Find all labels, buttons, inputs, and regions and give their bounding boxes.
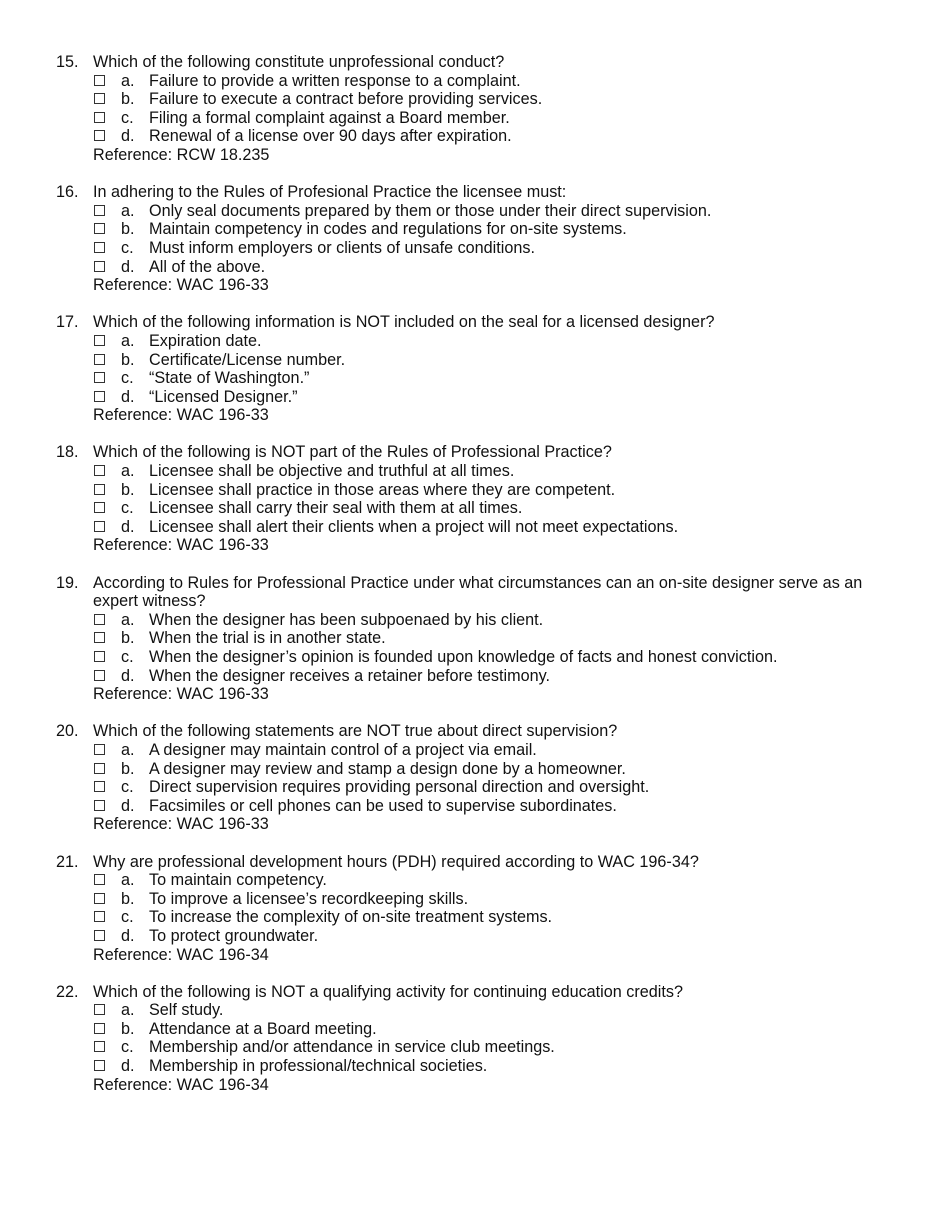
- option-letter: a.: [121, 201, 135, 220]
- option-text: Expiration date.: [149, 331, 262, 350]
- answer-checkbox[interactable]: [94, 614, 105, 625]
- answer-option: [0, 90, 950, 109]
- option-letter: c.: [121, 648, 134, 666]
- option-letter: d.: [121, 387, 135, 406]
- quiz-page: [0, 53, 950, 1113]
- question-header: [0, 53, 950, 72]
- answer-option: [0, 462, 950, 481]
- answer-option: [0, 1038, 950, 1057]
- answer-option: [0, 927, 950, 946]
- answer-option: [0, 611, 950, 630]
- answer-checkbox[interactable]: [94, 670, 105, 681]
- reference-line: Reference: WAC 196-33: [93, 685, 269, 704]
- question-text: Which of the following is NOT a qualifying activity for continuing education credits?: [93, 982, 683, 1001]
- option-text: Licensee shall practice in those areas where they are competent.: [149, 480, 616, 499]
- option-text: Membership and/or attendance in service club meetings.: [149, 1038, 555, 1057]
- answer-checkbox[interactable]: [94, 261, 105, 272]
- answer-checkbox[interactable]: [94, 521, 105, 532]
- answer-checkbox[interactable]: [94, 1023, 105, 1034]
- option-letter: a.: [121, 462, 135, 481]
- option-letter: d.: [121, 517, 135, 536]
- answer-options: [0, 72, 950, 146]
- option-text: Facsimiles or cell phones can be used to supervise subordinates.: [149, 796, 617, 815]
- question-number: 20.: [56, 722, 79, 741]
- answer-checkbox[interactable]: [94, 1060, 105, 1071]
- option-text: “Licensed Designer.”: [149, 387, 298, 406]
- answer-option: [0, 332, 950, 351]
- answer-option: [0, 127, 950, 146]
- answer-checkbox[interactable]: [94, 465, 105, 476]
- option-text: Licensee shall carry their seal with them at all times.: [149, 499, 523, 518]
- option-letter: d.: [121, 666, 135, 685]
- answer-option: [0, 797, 950, 816]
- question-header: [0, 443, 950, 462]
- option-text: A designer may review and stamp a design done by a homeowner.: [149, 759, 626, 778]
- reference-line: Reference: WAC 196-33: [93, 276, 269, 295]
- answer-option: [0, 481, 950, 500]
- question-item: [0, 983, 950, 1095]
- question-text: Why are professional development hours (PDH) required according to WAC 196-34?: [93, 852, 699, 871]
- answer-checkbox[interactable]: [94, 354, 105, 365]
- reference-line: Reference: WAC 196-33: [93, 815, 269, 834]
- option-letter: b.: [121, 350, 135, 369]
- question-text: Which of the following statements are NOT true about direct supervision?: [93, 722, 618, 741]
- reference-line: Reference: RCW 18.235: [93, 145, 270, 164]
- option-letter: c.: [121, 908, 134, 927]
- option-text: Self study.: [149, 1001, 224, 1020]
- option-text: “State of Washington.”: [149, 369, 310, 388]
- reference-line: Reference: WAC 196-33: [93, 536, 269, 555]
- option-letter: a.: [121, 610, 135, 629]
- option-text: Renewal of a license over 90 days after expiration.: [149, 127, 512, 146]
- question-text: In adhering to the Rules of Profesional Practice the licensee must:: [93, 183, 567, 202]
- option-letter: a.: [121, 71, 135, 90]
- question-header: [0, 983, 950, 1002]
- answer-checkbox[interactable]: [94, 911, 105, 922]
- option-text: To maintain competency.: [149, 871, 327, 890]
- question-text: According to Rules for Professional Practice under what circumstances can an on-site designer serve as an expert witness?: [93, 573, 863, 611]
- option-text: Maintain competency in codes and regulations for on-site systems.: [149, 220, 627, 239]
- answer-option: [0, 760, 950, 779]
- option-letter: c.: [121, 369, 134, 388]
- question-header: [0, 574, 950, 611]
- option-text: Filing a formal complaint against a Board member.: [149, 108, 510, 127]
- answer-options: [0, 871, 950, 945]
- question-item: [0, 722, 950, 834]
- answer-checkbox[interactable]: [94, 335, 105, 346]
- question-header: [0, 853, 950, 872]
- answer-options: [0, 1001, 950, 1075]
- answer-option: [0, 72, 950, 91]
- answer-option: [0, 741, 950, 760]
- question-item: [0, 443, 950, 555]
- answer-option: [0, 871, 950, 890]
- answer-checkbox[interactable]: [94, 484, 105, 495]
- option-letter: b.: [121, 759, 135, 778]
- question-item: [0, 313, 950, 425]
- answer-checkbox[interactable]: [94, 205, 105, 216]
- answer-options: [0, 332, 950, 406]
- answer-option: [0, 220, 950, 239]
- question-header: [0, 183, 950, 202]
- answer-option: [0, 202, 950, 221]
- option-letter: b.: [121, 889, 135, 908]
- question-number: 16.: [56, 183, 79, 202]
- answer-option: [0, 109, 950, 128]
- answer-checkbox[interactable]: [94, 93, 105, 104]
- option-text: Certificate/License number.: [149, 350, 346, 369]
- option-letter: c.: [121, 238, 134, 257]
- answer-checkbox[interactable]: [94, 763, 105, 774]
- answer-checkbox[interactable]: [94, 1041, 105, 1052]
- option-text: Licensee shall alert their clients when a project will not meet expectations.: [149, 517, 679, 536]
- answer-checkbox[interactable]: [94, 800, 105, 811]
- option-letter: c.: [121, 1038, 134, 1057]
- answer-option: [0, 1020, 950, 1039]
- answer-checkbox[interactable]: [94, 223, 105, 234]
- answer-option: [0, 499, 950, 518]
- option-text: Only seal documents prepared by them or those under their direct supervision.: [149, 201, 712, 220]
- option-text: Failure to provide a written response to a complaint.: [149, 71, 521, 90]
- question-item: [0, 853, 950, 965]
- answer-checkbox[interactable]: [94, 372, 105, 383]
- option-text: Membership in professional/technical societies.: [149, 1057, 488, 1076]
- question-number: 22.: [56, 982, 79, 1001]
- answer-options: [0, 611, 950, 685]
- question-text: Which of the following is NOT part of the Rules of Professional Practice?: [93, 443, 612, 462]
- option-text: All of the above.: [149, 257, 266, 276]
- option-letter: a.: [121, 331, 135, 350]
- option-text: Must inform employers or clients of unsafe conditions.: [149, 238, 535, 257]
- answer-option: [0, 908, 950, 927]
- question-number: 18.: [56, 443, 79, 462]
- option-letter: b.: [121, 90, 135, 109]
- answer-option: [0, 351, 950, 370]
- question-number: 15.: [56, 53, 79, 71]
- answer-option: [0, 1057, 950, 1076]
- option-letter: c.: [121, 108, 134, 127]
- option-text: When the trial is in another state.: [149, 629, 386, 648]
- answer-options: [0, 202, 950, 276]
- answer-checkbox[interactable]: [94, 874, 105, 885]
- question-number: 19.: [56, 573, 79, 592]
- option-text: A designer may maintain control of a project via email.: [149, 740, 537, 759]
- answer-checkbox[interactable]: [94, 781, 105, 792]
- answer-checkbox[interactable]: [94, 632, 105, 643]
- option-text: When the designer receives a retainer before testimony.: [149, 666, 550, 685]
- option-letter: d.: [121, 257, 135, 276]
- option-text: Failure to execute a contract before providing services.: [149, 90, 543, 109]
- answer-checkbox[interactable]: [94, 893, 105, 904]
- answer-option: [0, 667, 950, 686]
- question-item: [0, 183, 950, 295]
- answer-option: [0, 388, 950, 407]
- question-header: [0, 313, 950, 332]
- answer-checkbox[interactable]: [94, 391, 105, 402]
- option-letter: c.: [121, 778, 134, 797]
- answer-checkbox[interactable]: [94, 130, 105, 141]
- answer-checkbox[interactable]: [94, 112, 105, 123]
- option-letter: d.: [121, 926, 135, 945]
- option-letter: b.: [121, 629, 135, 648]
- option-letter: b.: [121, 1019, 135, 1038]
- reference-line: Reference: WAC 196-33: [93, 406, 269, 425]
- option-letter: a.: [121, 740, 135, 759]
- option-text: To improve a licensee’s recordkeeping skills.: [149, 889, 469, 908]
- option-letter: a.: [121, 871, 135, 890]
- option-letter: d.: [121, 796, 135, 815]
- answer-option: [0, 1001, 950, 1020]
- answer-options: [0, 741, 950, 815]
- answer-checkbox[interactable]: [94, 75, 105, 86]
- answer-option: [0, 369, 950, 388]
- answer-option: [0, 239, 950, 258]
- answer-checkbox[interactable]: [94, 930, 105, 941]
- answer-options: [0, 462, 950, 536]
- answer-checkbox[interactable]: [94, 502, 105, 513]
- option-text: Direct supervision requires providing personal direction and oversight.: [149, 778, 650, 797]
- option-text: Attendance at a Board meeting.: [149, 1019, 377, 1038]
- answer-option: [0, 778, 950, 797]
- reference-line: Reference: WAC 196-34: [93, 945, 269, 964]
- answer-option: [0, 648, 950, 667]
- answer-checkbox[interactable]: [94, 242, 105, 253]
- option-letter: d.: [121, 1057, 135, 1076]
- question-item: [0, 574, 950, 704]
- option-letter: c.: [121, 499, 134, 518]
- question-item: [0, 53, 950, 165]
- question-text: Which of the following information is NOT included on the seal for a licensed designer?: [93, 313, 715, 332]
- option-text: To increase the complexity of on-site treatment systems.: [149, 908, 553, 927]
- answer-option: [0, 518, 950, 537]
- question-number: 21.: [56, 852, 79, 871]
- answer-checkbox[interactable]: [94, 744, 105, 755]
- reference-line: Reference: WAC 196-34: [93, 1075, 269, 1094]
- option-letter: d.: [121, 127, 135, 146]
- answer-checkbox[interactable]: [94, 651, 105, 662]
- answer-checkbox[interactable]: [94, 1004, 105, 1015]
- option-text: When the designer has been subpoenaed by his client.: [149, 610, 544, 629]
- answer-option: [0, 890, 950, 909]
- answer-option: [0, 258, 950, 277]
- option-text: To protect groundwater.: [149, 926, 319, 945]
- option-text: When the designer’s opinion is founded upon knowledge of facts and honest conviction.: [149, 648, 778, 666]
- question-number: 17.: [56, 313, 79, 332]
- option-text: Licensee shall be objective and truthful at all times.: [149, 462, 515, 481]
- question-header: [0, 722, 950, 741]
- option-letter: a.: [121, 1001, 135, 1020]
- option-letter: b.: [121, 220, 135, 239]
- question-list: [0, 53, 950, 1094]
- question-text: Which of the following constitute unprofessional conduct?: [93, 53, 505, 71]
- answer-option: [0, 629, 950, 648]
- option-letter: b.: [121, 480, 135, 499]
